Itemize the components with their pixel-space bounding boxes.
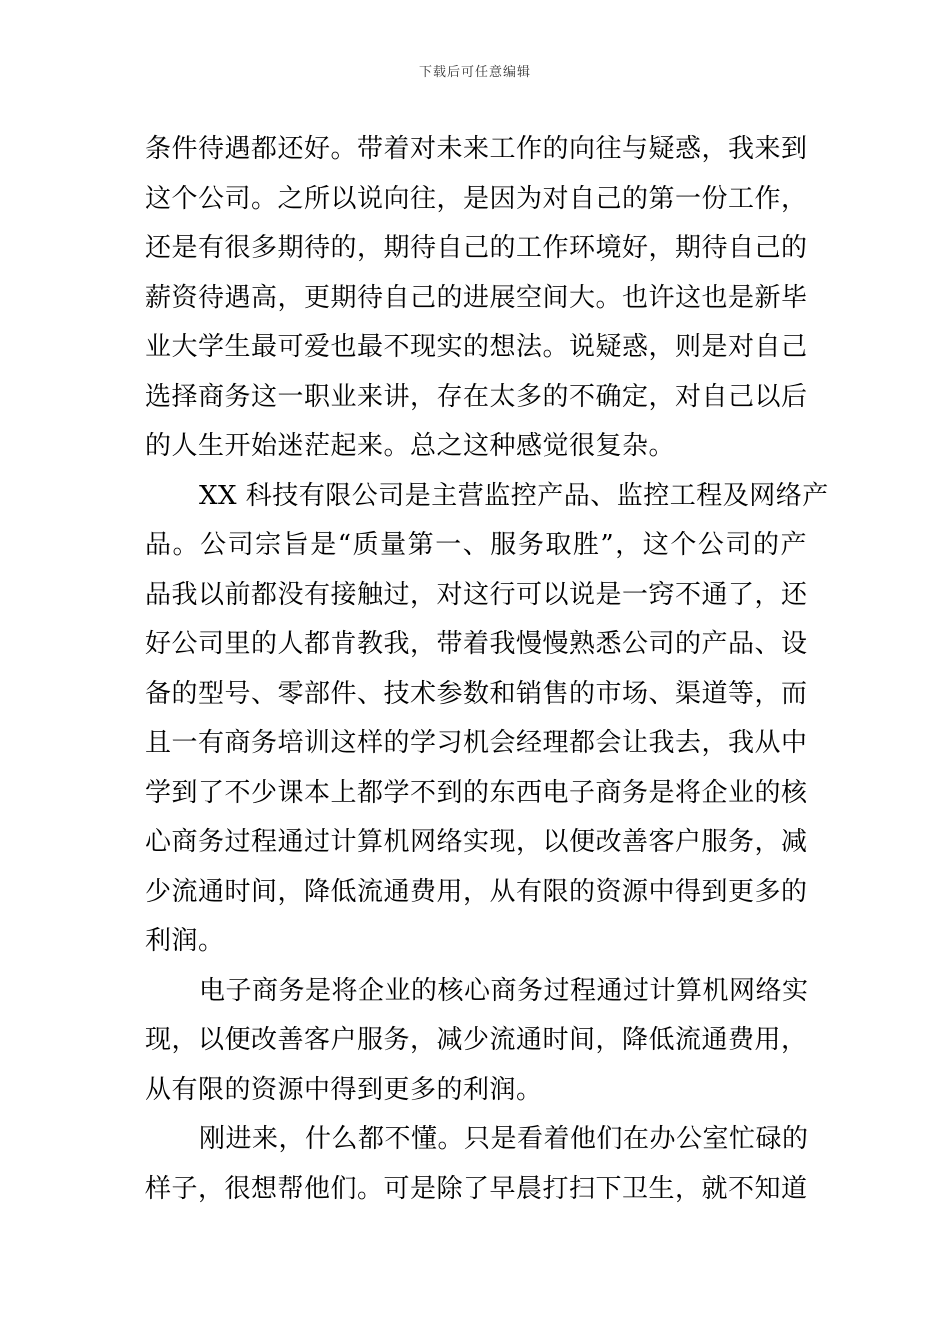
text-line: 这个公司。之所以说向往，是因为对自己的第一份工作， (145, 183, 808, 214)
text-line: 利润。 (145, 926, 225, 956)
text-line: 的人生开始迷茫起来。总之这种感觉很复杂。 (145, 431, 676, 461)
text-line: 从有限的资源中得到更多的利润。 (145, 1074, 543, 1105)
paragraph (145, 125, 807, 472)
document-body (145, 125, 829, 1214)
paragraph (145, 472, 829, 967)
text-line: 备的型号、零部件、技术参数和销售的市场、渠道等，而 (145, 678, 808, 709)
text-line: 电子商务是将企业的核心商务过程通过计算机网络实 (199, 975, 809, 1006)
text-line: 现，以便改善客户服务，减少流通时间，降低流通费用， (145, 1025, 808, 1055)
text-line: 业大学生最可爱也最不现实的想法。说疑惑，则是对自己 (145, 332, 808, 362)
text-line: 样子，很想帮他们。可是除了早晨打扫下卫生，就不知道 (145, 1173, 808, 1204)
header-note: 下载后可任意编辑 (418, 65, 531, 80)
text-line: 刚进来，什么都不懂。只是看着他们在办公室忙碌的 (199, 1124, 809, 1154)
text-line: 学到了不少课本上都学不到的东西电子商务是将企业的核 (145, 777, 808, 808)
text-line: 品。公司宗旨是“质量第一、服务取胜”，这个公司的产 (145, 530, 807, 560)
text-line: 品我以前都没有接触过，对这行可以说是一窍不通了，还 (145, 579, 808, 610)
paragraph (145, 967, 807, 1116)
text-line: 心商务过程通过计算机网络实现，以便改善客户服务，减 (145, 827, 808, 857)
text-line: 且一有商务培训这样的学习机会经理都会让我去，我从中 (145, 728, 808, 758)
text-line: XX 科技有限公司是主营监控产品、监控工程及网络产 (199, 480, 829, 511)
text-line: 少流通时间，降低流通费用，从有限的资源中得到更多的 (145, 876, 808, 907)
text-line: 选择商务这一职业来讲，存在太多的不确定，对自己以后 (145, 381, 808, 412)
text-line: 条件待遇都还好。带着对未来工作的向往与疑惑，我来到 (145, 134, 808, 164)
text-line: 薪资待遇高，更期待自己的进展空间大。也许这也是新毕 (145, 282, 808, 313)
text-line: 好公司里的人都肯教我，带着我慢慢熟悉公司的产品、设 (145, 629, 808, 659)
paragraph (145, 1115, 807, 1214)
text-line: 还是有很多期待的，期待自己的工作环境好，期待自己的 (145, 233, 808, 263)
